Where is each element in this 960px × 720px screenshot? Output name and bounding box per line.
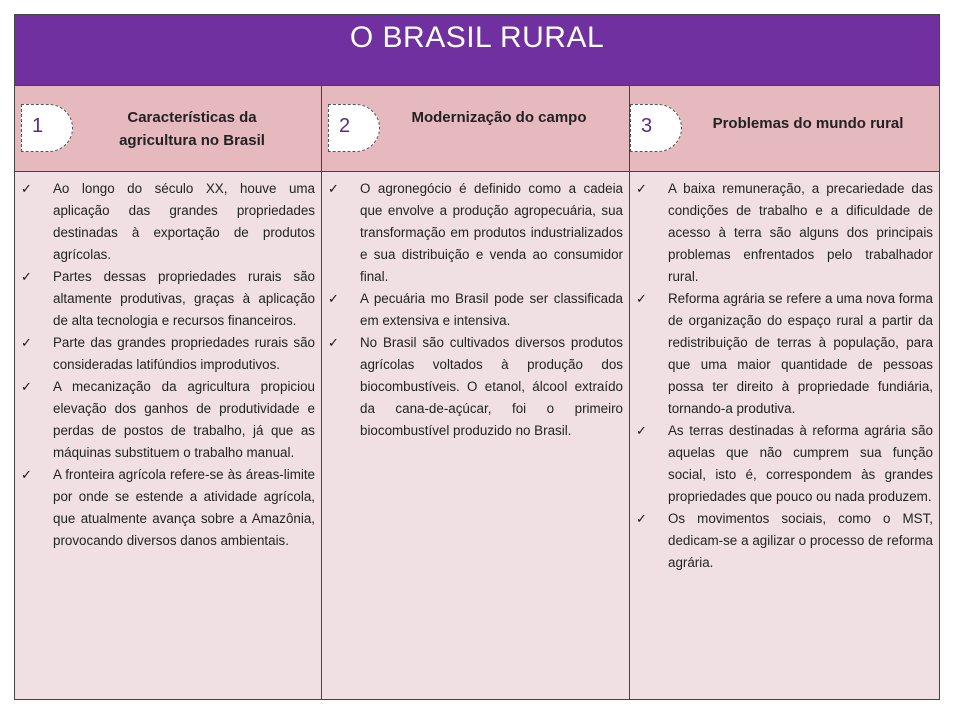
list-item: ✓ A baixa remuneração, a precariedade das condições de trabalho e a dificuldade de acesso à terra são alguns dos principais problemas enfrentados pelo trabalhador rural. <box>630 178 939 288</box>
checkmark-icon: ✓ <box>636 181 647 196</box>
list-item: ✓ A fronteira agrícola refere-se às áreas-limite por onde se estende a atividade agrícola, que atualmente avança sobre a Amazônia, provocando diversos danos ambientais. <box>15 464 321 552</box>
number-tag-label: 1 <box>32 115 44 137</box>
list-item: ✓ Partes dessas propriedades rurais são altamente produtivas, graças à aplicação de alta tecnologia e recursos financeiros. <box>15 266 321 332</box>
number-tag-2 <box>328 104 380 152</box>
column-1-heading-line1: Características da <box>127 109 257 126</box>
checkmark-icon: ✓ <box>328 291 339 306</box>
column-3-body <box>630 172 939 700</box>
list-item: ✓ As terras destinadas à reforma agrária são aquelas que não cumprem sua função social, isto é, correspondem às grandes propriedades que pouco ou nada produzem. <box>630 420 939 508</box>
list-item: ✓ Parte das grandes propriedades rurais são consideradas latifúndios improdutivos. <box>15 332 321 376</box>
list-item: ✓ A mecanização da agricultura propiciou elevação dos ganhos de produtividade e perdas de postos de trabalho, já que as máquinas substituem o trabalho manual. <box>15 376 321 464</box>
checkmark-icon: ✓ <box>328 335 339 350</box>
checkmark-icon: ✓ <box>636 511 647 526</box>
list-item: ✓ Os movimentos sociais, como o MST, dedicam-se a agilizar o processo de reforma agrária. <box>630 508 939 574</box>
column-2-list <box>322 178 629 442</box>
column-1-body <box>15 172 321 700</box>
column-3-heading <box>688 112 928 135</box>
checkmark-icon: ✓ <box>636 291 647 306</box>
column-2-heading-line1: Modernização do campo <box>411 109 587 126</box>
list-item: ✓ Reforma agrária se refere a uma nova forma de organização do espaço rural a partir da redistribuição de terras à população, para que uma maior quantidade de pessoas possa ter direito à propriedade fundiária, tornando-a produtiva. <box>630 288 939 420</box>
column-3-header <box>630 86 939 171</box>
slide-frame <box>14 14 940 700</box>
column-1-heading <box>77 106 307 152</box>
column-2-body <box>322 172 629 700</box>
column-1-heading-line2: agricultura no Brasil <box>119 132 265 149</box>
number-tag-3 <box>630 104 682 152</box>
column-2-heading <box>384 106 614 129</box>
checkmark-icon: ✓ <box>21 181 32 196</box>
checkmark-icon: ✓ <box>21 467 32 482</box>
checkmark-icon: ✓ <box>21 269 32 284</box>
number-tag-label: 2 <box>339 115 351 137</box>
list-item: ✓ O agronegócio é definido como a cadeia que envolve a produção agropecuária, sua transformação em produtos industrializados e sua distribuição e venda ao consumidor final. <box>322 178 629 288</box>
list-item: ✓ A pecuária mo Brasil pode ser classificada em extensiva e intensiva. <box>322 288 629 332</box>
column-1-header <box>15 86 321 171</box>
checkmark-icon: ✓ <box>328 181 339 196</box>
column-1-list <box>15 178 321 552</box>
header-row <box>15 86 939 172</box>
number-tag-label: 3 <box>641 115 653 137</box>
page-title: O BRASIL RURAL <box>349 21 605 54</box>
list-item: ✓ Ao longo do século XX, houve uma aplicação das grandes propriedades destinadas à exportação de produtos agrícolas. <box>15 178 321 266</box>
column-2-header <box>322 86 629 171</box>
list-item: ✓ No Brasil são cultivados diversos produtos agrícolas voltados à produção dos biocombustíveis. O etanol, álcool extraído da cana-de-açúcar, foi o primeiro biocombustível produzido no Brasil. <box>322 332 629 442</box>
checkmark-icon: ✓ <box>21 379 32 394</box>
checkmark-icon: ✓ <box>21 335 32 350</box>
title-bar <box>15 15 939 86</box>
column-3-heading-line1: Problemas do mundo rural <box>712 115 904 132</box>
number-tag-1 <box>21 104 73 152</box>
column-3-list <box>630 178 939 574</box>
checkmark-icon: ✓ <box>636 423 647 438</box>
